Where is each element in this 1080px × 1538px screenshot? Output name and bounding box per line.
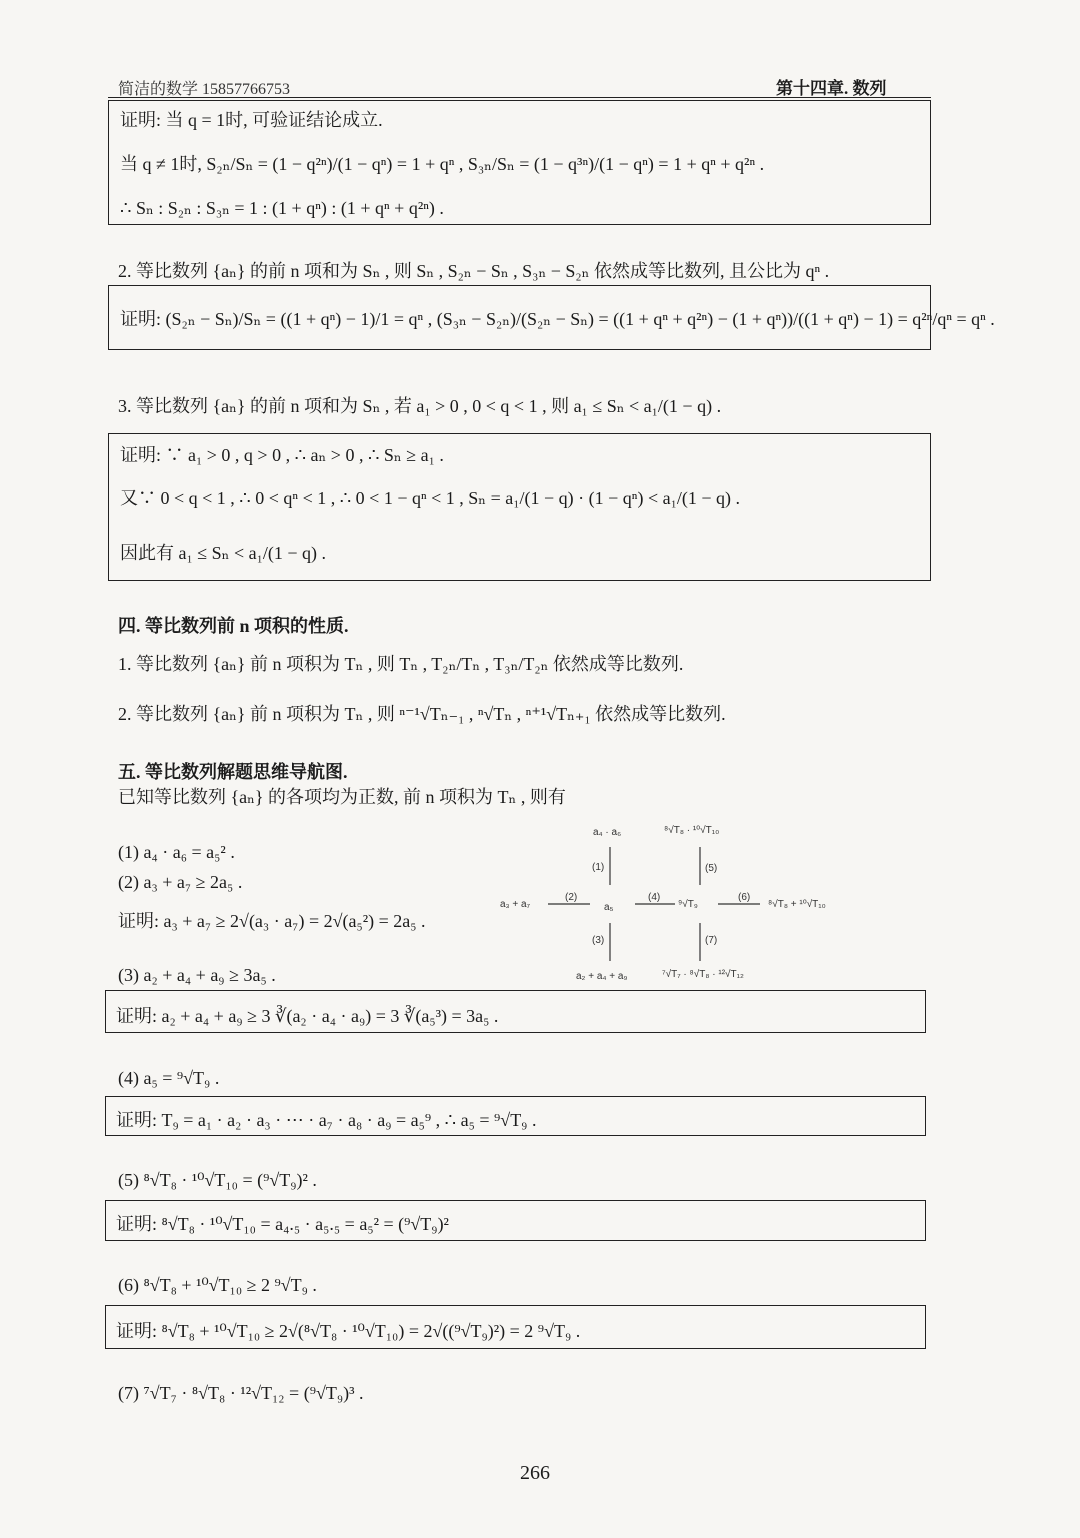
item-6-proof: 证明: ⁸√T₈ + ¹⁰√T₁₀ ≥ 2√(⁸√T₈ · ¹⁰√T₁₀) = 2√((⁹√T₉)²) = 2 ⁹√T₉ .: [116, 1321, 581, 1341]
proof-1-line-3: ∴ Sₙ : S₂ₙ : S₃ₙ = 1 : (1 + qⁿ) : (1 + qⁿ + q²ⁿ) .: [120, 198, 444, 218]
item-7: (7) ⁷√T₇ · ⁸√T₈ · ¹²√T₁₂ = (⁹√T₉)³ .: [118, 1383, 364, 1403]
item-3-proof: 证明: a₂ + a₄ + a₉ ≥ 3 ∛(a₂ · a₄ · a₉) = 3 ∛(a₅³) = 3a₅ .: [116, 1006, 499, 1026]
section-5-title: 五. 等比数列解题思维导航图.: [118, 762, 348, 782]
section-5-intro: 已知等比数列 {aₙ} 的各项均为正数, 前 n 项积为 Tₙ , 则有: [118, 787, 566, 807]
proof-3-line-3: 因此有 a₁ ≤ Sₙ < a₁/(1 − q) .: [120, 543, 326, 563]
edge-label-1: (1): [592, 862, 605, 873]
proof-3-line-1: 证明: ∵ a₁ > 0 , q > 0 , ∴ aₙ > 0 , ∴ Sₙ ≥ a₁ .: [120, 445, 444, 465]
edge-label-4: (4): [648, 892, 661, 903]
section-4-title: 四. 等比数列前 n 项积的性质.: [118, 616, 349, 636]
section-4-item-2: 2. 等比数列 {aₙ} 前 n 项积为 Tₙ , 则 ⁿ⁻¹√Tₙ₋₁ , ⁿ√Tₙ , ⁿ⁺¹√Tₙ₊₁ 依然成等比数列.: [118, 704, 726, 724]
item-5-proof: 证明: ⁸√T₈ · ¹⁰√T₁₀ = a₄.₅ · a₅.₅ = a₅² = (⁹√T₉)²: [116, 1214, 449, 1234]
edge-label-5: (5): [705, 863, 718, 874]
proof-1-line-1: 证明: 当 q = 1时, 可验证结论成立.: [120, 110, 383, 130]
property-2: 2. 等比数列 {aₙ} 的前 n 项和为 Sₙ , 则 Sₙ , S₂ₙ − Sₙ , S₃ₙ − S₂ₙ 依然成等比数列, 且公比为 qⁿ .: [118, 261, 830, 281]
item-4-proof: 证明: T₉ = a₁ · a₂ · a₃ · ⋯ · a₇ · a₈ · a₉ = a₅⁹ , ∴ a₅ = ⁹√T₉ .: [116, 1110, 537, 1130]
edge-label-6: (6): [738, 892, 751, 903]
header-chapter: 第十四章. 数列: [776, 79, 887, 98]
header-author: 简洁的数学 15857766753: [118, 81, 291, 98]
section-4-item-1: 1. 等比数列 {aₙ} 前 n 项积为 Tₙ , 则 Tₙ , T₂ₙ/Tₙ , T₃ₙ/T₂ₙ 依然成等比数列.: [118, 654, 684, 674]
node-top-left: a₄ · a₆: [593, 827, 622, 838]
item-3: (3) a₂ + a₄ + a₉ ≥ 3a₅ .: [118, 965, 276, 985]
edge-label-7: (7): [705, 935, 718, 946]
node-bottom-left: a₂ + a₄ + a₉: [576, 971, 628, 982]
page-number: 266: [520, 1462, 550, 1484]
item-1: (1) a₄ · a₆ = a₅² .: [118, 842, 235, 862]
node-sum-roots: ⁸√T₈ + ¹⁰√T₁₀: [768, 899, 826, 910]
item-2-proof: 证明: a₃ + a₇ ≥ 2√(a₃ · a₇) = 2√(a₅²) = 2a₅ .: [118, 911, 426, 931]
node-a3-a7: a₃ + a₇: [500, 899, 531, 910]
proof-3-line-2: 又∵ 0 < q < 1 , ∴ 0 < qⁿ < 1 , ∴ 0 < 1 − qⁿ < 1 , Sₙ = a₁/(1 − q) · (1 − qⁿ) < a₁/(1 − q) .: [120, 488, 741, 508]
item-6: (6) ⁸√T₈ + ¹⁰√T₁₀ ≥ 2 ⁹√T₉ .: [118, 1275, 317, 1295]
node-top-right: ⁸√T₈ · ¹⁰√T₁₀: [664, 825, 720, 836]
navigation-diagram: [490, 815, 870, 990]
node-ninth-root-t9: ⁹√T₉: [678, 899, 698, 910]
proof-1-line-2: 当 q ≠ 1时, S₂ₙ/Sₙ = (1 − q²ⁿ)/(1 − qⁿ) = 1 + qⁿ , S₃ₙ/Sₙ = (1 − q³ⁿ)/(1 − qⁿ) = 1 + qⁿ + q²ⁿ .: [120, 154, 765, 174]
item-4: (4) a₅ = ⁹√T₉ .: [118, 1068, 220, 1088]
node-a5: a₅: [604, 902, 614, 913]
node-bottom-right: ⁷√T₇ · ⁸√T₈ · ¹²√T₁₂: [662, 969, 744, 980]
header-rule: [108, 97, 931, 98]
edge-label-3: (3): [592, 935, 605, 946]
item-2: (2) a₃ + a₇ ≥ 2a₅ .: [118, 872, 243, 892]
item-5: (5) ⁸√T₈ · ¹⁰√T₁₀ = (⁹√T₉)² .: [118, 1170, 317, 1190]
property-3: 3. 等比数列 {aₙ} 的前 n 项和为 Sₙ , 若 a₁ > 0 , 0 < q < 1 , 则 a₁ ≤ Sₙ < a₁/(1 − q) .: [118, 396, 722, 416]
proof-2-line: 证明: (S₂ₙ − Sₙ)/Sₙ = ((1 + qⁿ) − 1)/1 = qⁿ , (S₃ₙ − S₂ₙ)/(S₂ₙ − Sₙ) = ((1 + qⁿ + q²ⁿ) − (1 + qⁿ))/((1 + qⁿ) − 1) = q²ⁿ/qⁿ = qⁿ .: [120, 309, 995, 329]
edge-label-2: (2): [565, 892, 578, 903]
